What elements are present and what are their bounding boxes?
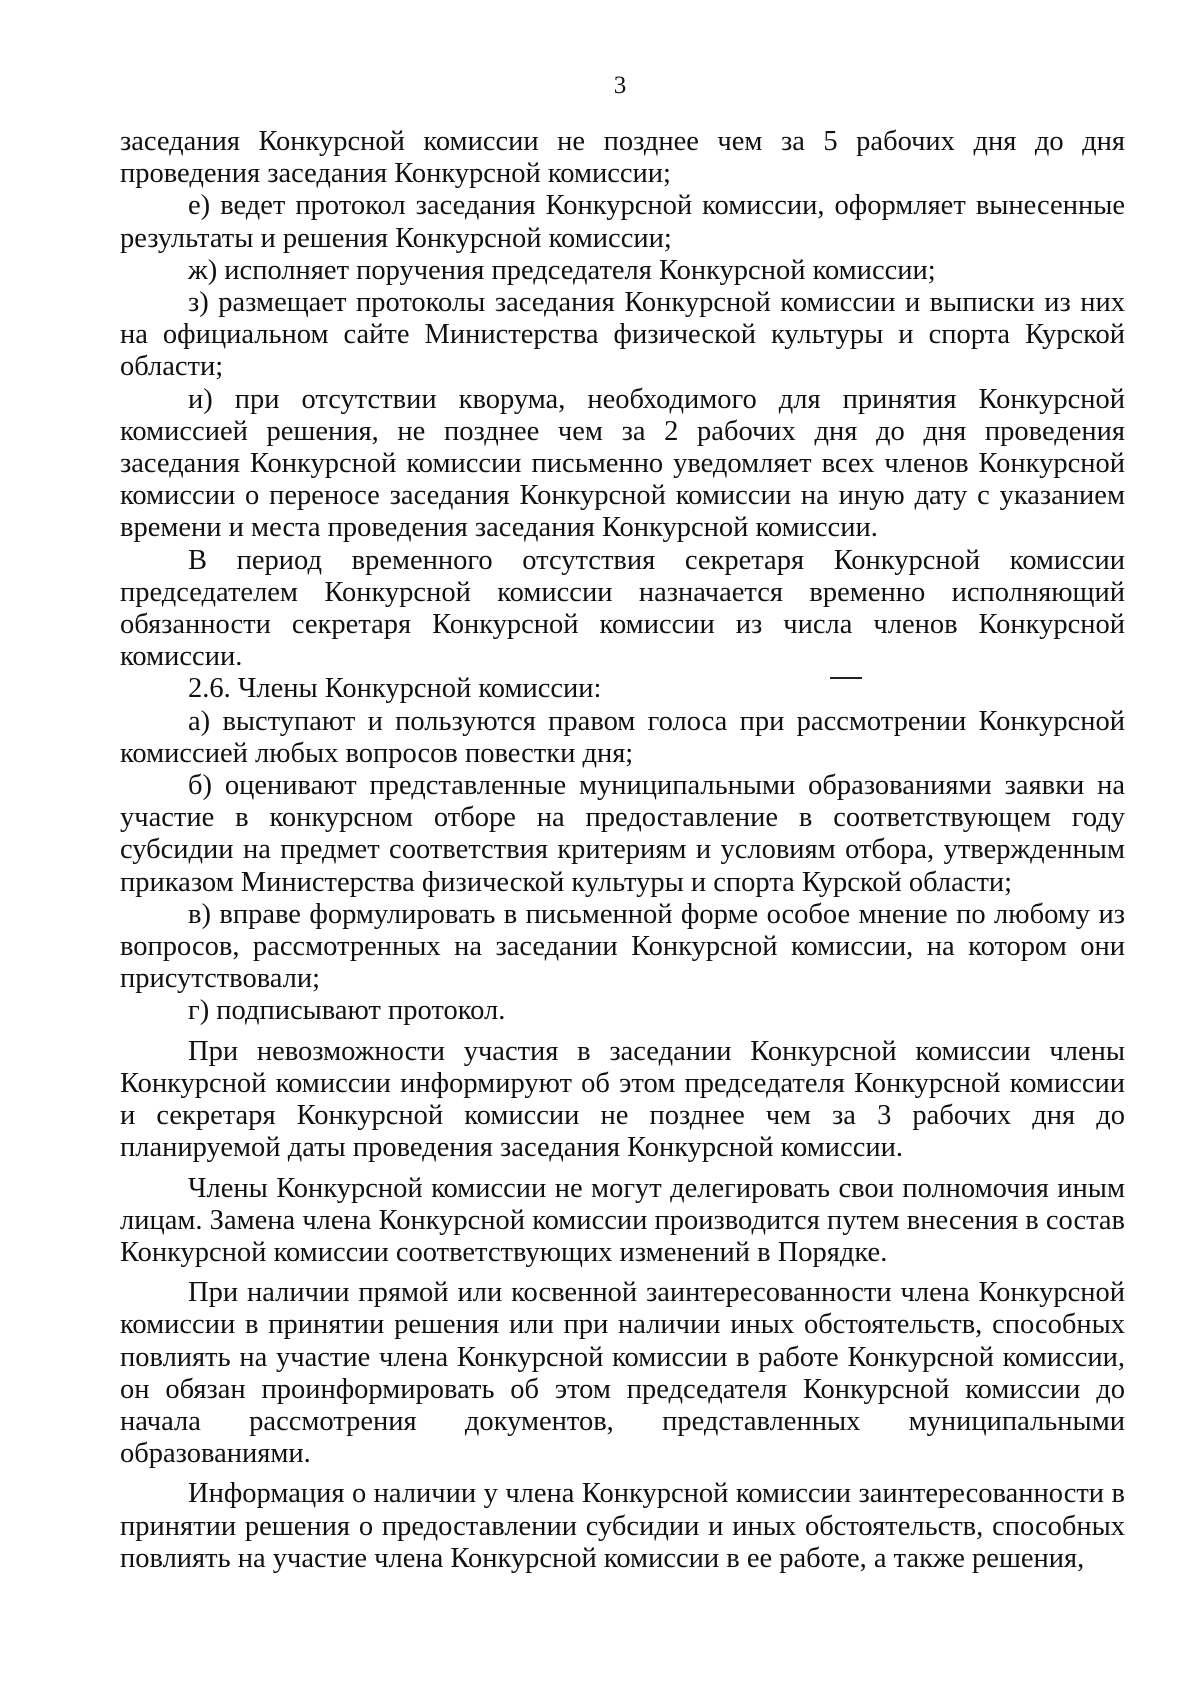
paragraph-item-b: б) оценивают представленные муниципальными образованиями заявки на участие в конкурсном отборе на предоставление в соответствующем году субсидии на предмет соответствия критериям и условиям отбора, утвержденным приказом Министерства физической культуры и спорта Курской области; (120, 770, 1125, 898)
document-body (120, 126, 1125, 1575)
paragraph-inability: При невозможности участия в заседании Конкурсной комиссии члены Конкурсной комиссии информируют об этом председателя Конкурсной комиссии и секретаря Конкурсной комиссии не позднее чем за 3 рабочих дня до планируемой даты проведения заседания Конкурсной комиссии. (120, 1035, 1125, 1164)
page-number: 3 (613, 72, 627, 99)
paragraph-conflict-of-interest: При наличии прямой или косвенной заинтересованности члена Конкурсной комиссии в принятии решения или при наличии иных обстоятельств, способных повлиять на участие члена Конкурсной комиссии в работе Конкурсной комиссии, он обязан проинформировать об этом председателя Конкурсной комиссии до начала рассмотрения документов, представленных муниципальными образованиями. (120, 1277, 1125, 1470)
paragraph-item-a: а) выступают и пользуются правом голоса при рассмотрении Конкурсной комиссией любых вопросов повестки дня; (120, 705, 1125, 769)
paragraph-delegation: Члены Конкурсной комиссии не могут делегировать свои полномочия иным лицам. Замена члена Конкурсной комиссии производится путем внесения в состав Конкурсной комиссии соответствующих изменений в Порядке. (120, 1172, 1125, 1268)
paragraph-secretary-absence: В период временного отсутствия секретаря Конкурсной комиссии председателем Конкурсной комиссии назначается временно исполняющий обязанности секретаря Конкурсной комиссии из числа членов Конкурсной комиссии. (120, 544, 1125, 673)
paragraph-continuation: заседания Конкурсной комиссии не позднее чем за 5 рабочих дня до дня проведения заседания Конкурсной комиссии; (120, 126, 1125, 190)
paragraph-item-zh: ж) исполняет поручения председателя Конкурсной комиссии; (188, 254, 936, 286)
paragraph-item-i: и) при отсутствии кворума, необходимого для принятия Конкурсной комиссией решения, не позднее чем за 2 рабочих дня до дня проведения заседания Конкурсной комиссии письменно уведомляет всех членов Конкурсной комиссии о переносе заседания Конкурсной комиссии на иную дату с указанием времени и места проведения заседания Конкурсной комиссии. (120, 383, 1125, 544)
paragraph-item-e: е) ведет протокол заседания Конкурсной комиссии, оформляет вынесенные результаты и решения Конкурсной комиссии; (120, 190, 1125, 254)
paragraph-information: Информация о наличии у члена Конкурсной комиссии заинтересованности в принятии решения о предоставлении субсидии и иных обстоятельств, способных повлиять на участие члена Конкурсной комиссии в ее работе, а также решения, (120, 1478, 1125, 1574)
paragraph-item-v: в) вправе формулировать в письменной форме особое мнение по любому из вопросов, рассмотренных на заседании Конкурсной комиссии, на котором они присутствовали; (120, 898, 1125, 995)
paragraph-item-z: з) размещает протоколы заседания Конкурсной комиссии и выписки из них на официальном сайте Министерства физической культуры и спорта Курской области; (120, 287, 1125, 383)
handwritten-dash-mark (830, 677, 862, 679)
paragraph-section-2-6: 2.6. Члены Конкурсной комиссии: (188, 673, 602, 705)
paragraph-item-g: г) подписывают протокол. (188, 995, 506, 1027)
